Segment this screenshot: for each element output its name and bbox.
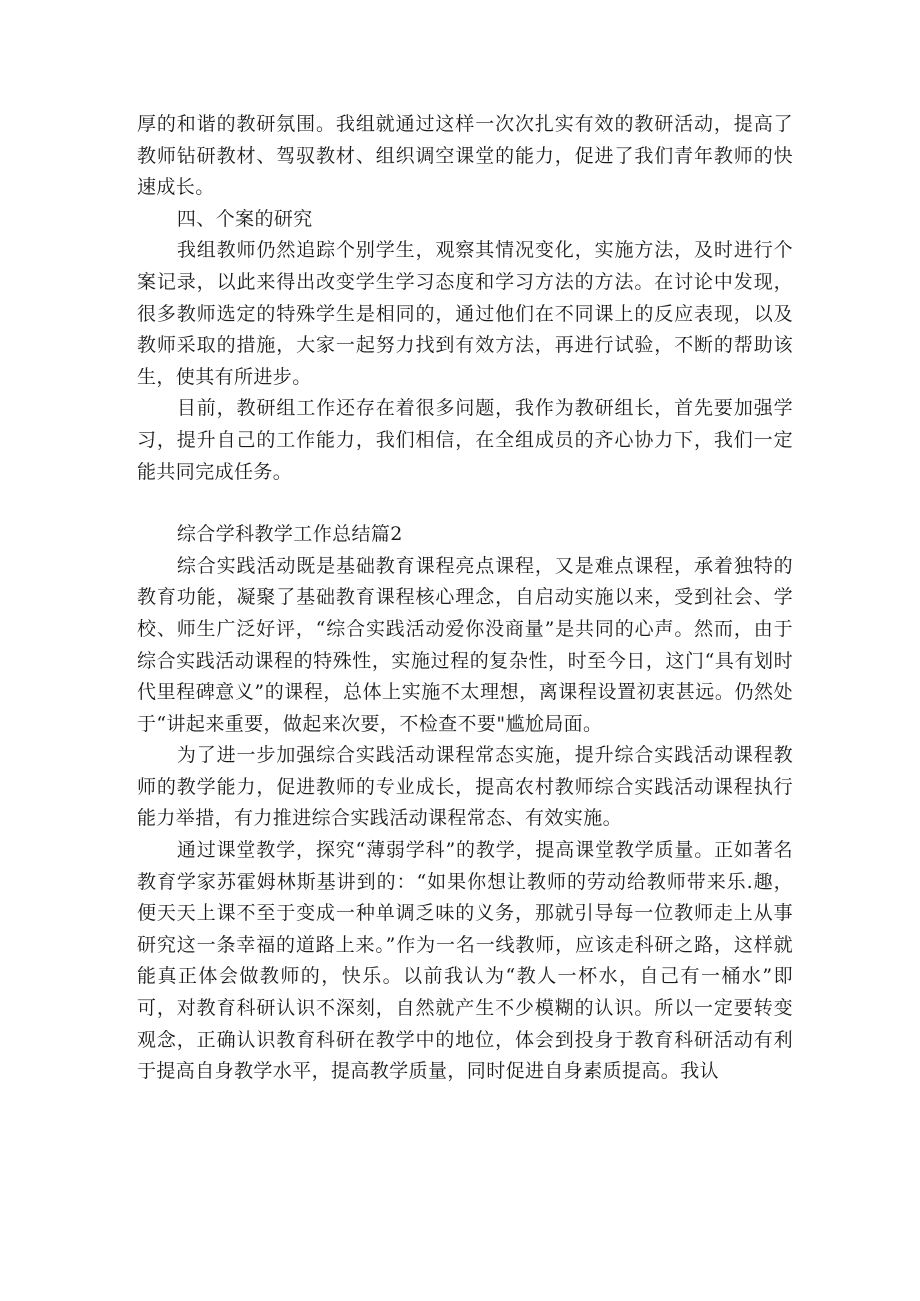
document-body [137, 109, 793, 1088]
paragraph-classroom-teaching: 通过课堂教学，探究“薄弱学科”的教学，提高课堂教学质量。正如著名教育学家苏霍姆林斯基讲到的：“如果你想让教师的劳动给教师带来乐.趣，便天天上课不至于变成一种单调乏味的义务，那就引导每一位教师走上从事研究这一条幸福的道路上来。”作为一名一线教师，应该走科研之路，这样就能真正体会做教师的，快乐。以前我认为“教人一杯水，自己有一桶水”即可，对教育科研认识不深刻，自然就产生不少模糊的认识。所以一定要转变观念，正确认识教育科研在教学中的地位，体会到投身于教育科研活动有利于提高自身教学水平，提高教学质量，同时促进自身素质提高。我认 [137, 839, 793, 1083]
section-spacer [137, 488, 793, 519]
paragraph-continued: 厚的和谐的教研氛围。我组就通过这样一次次扎实有效的教研活动，提高了教师钻研教材、驾驭教材、组织调空课堂的能力，促进了我们青年教师的快速成长。 [137, 113, 793, 199]
paragraph-comprehensive-practice: 综合实践活动既是基础教育课程亮点课程，又是难点课程，承着独特的教育功能，凝聚了基础教育课程核心理念，自启动实施以来，受到社会、学校、师生广泛好评，“综合实践活动爱你没商量”是共同的心声。然而，由于综合实践活动课程的特殊性，实施过程的复杂性，时至今日，这门“具有划时代里程碑意义”的课程，总体上实施不太理想，离课程设置初衷甚远。仍然处于“讲起来重要，做起来次要，不检查不要"尴尬局面。 [137, 554, 793, 735]
section-title: 综合学科教学工作总结篇2 [176, 523, 403, 546]
paragraph-strengthen-implementation: 为了进一步加强综合实践活动课程常态实施，提升综合实践活动课程教师的教学能力，促进教师的专业成长，提高农村教师综合实践活动课程执行能力举措，有力推进综合实践活动课程常态、有效实施。 [137, 744, 793, 830]
section-heading-case-study: 四、个案的研究 [176, 207, 313, 230]
paragraph-current-status: 目前，教研组工作还存在着很多问题，我作为教研组长，首先要加强学习，提升自己的工作能力，我们相信，在全组成员的齐心协力下，我们一定能共同完成任务。 [137, 397, 793, 483]
paragraph-case-study: 我组教师仍然追踪个别学生，观察其情况变化，实施方法，及时进行个案记录，以此来得出改变学生学习态度和学习方法的方法。在讨论中发现，很多教师选定的特殊学生是相同的，通过他们在不同课上的反应表现，以及教师采取的措施，大家一起努力找到有效方法，再进行试验，不断的帮助该生，使其有所进步。 [137, 239, 793, 388]
